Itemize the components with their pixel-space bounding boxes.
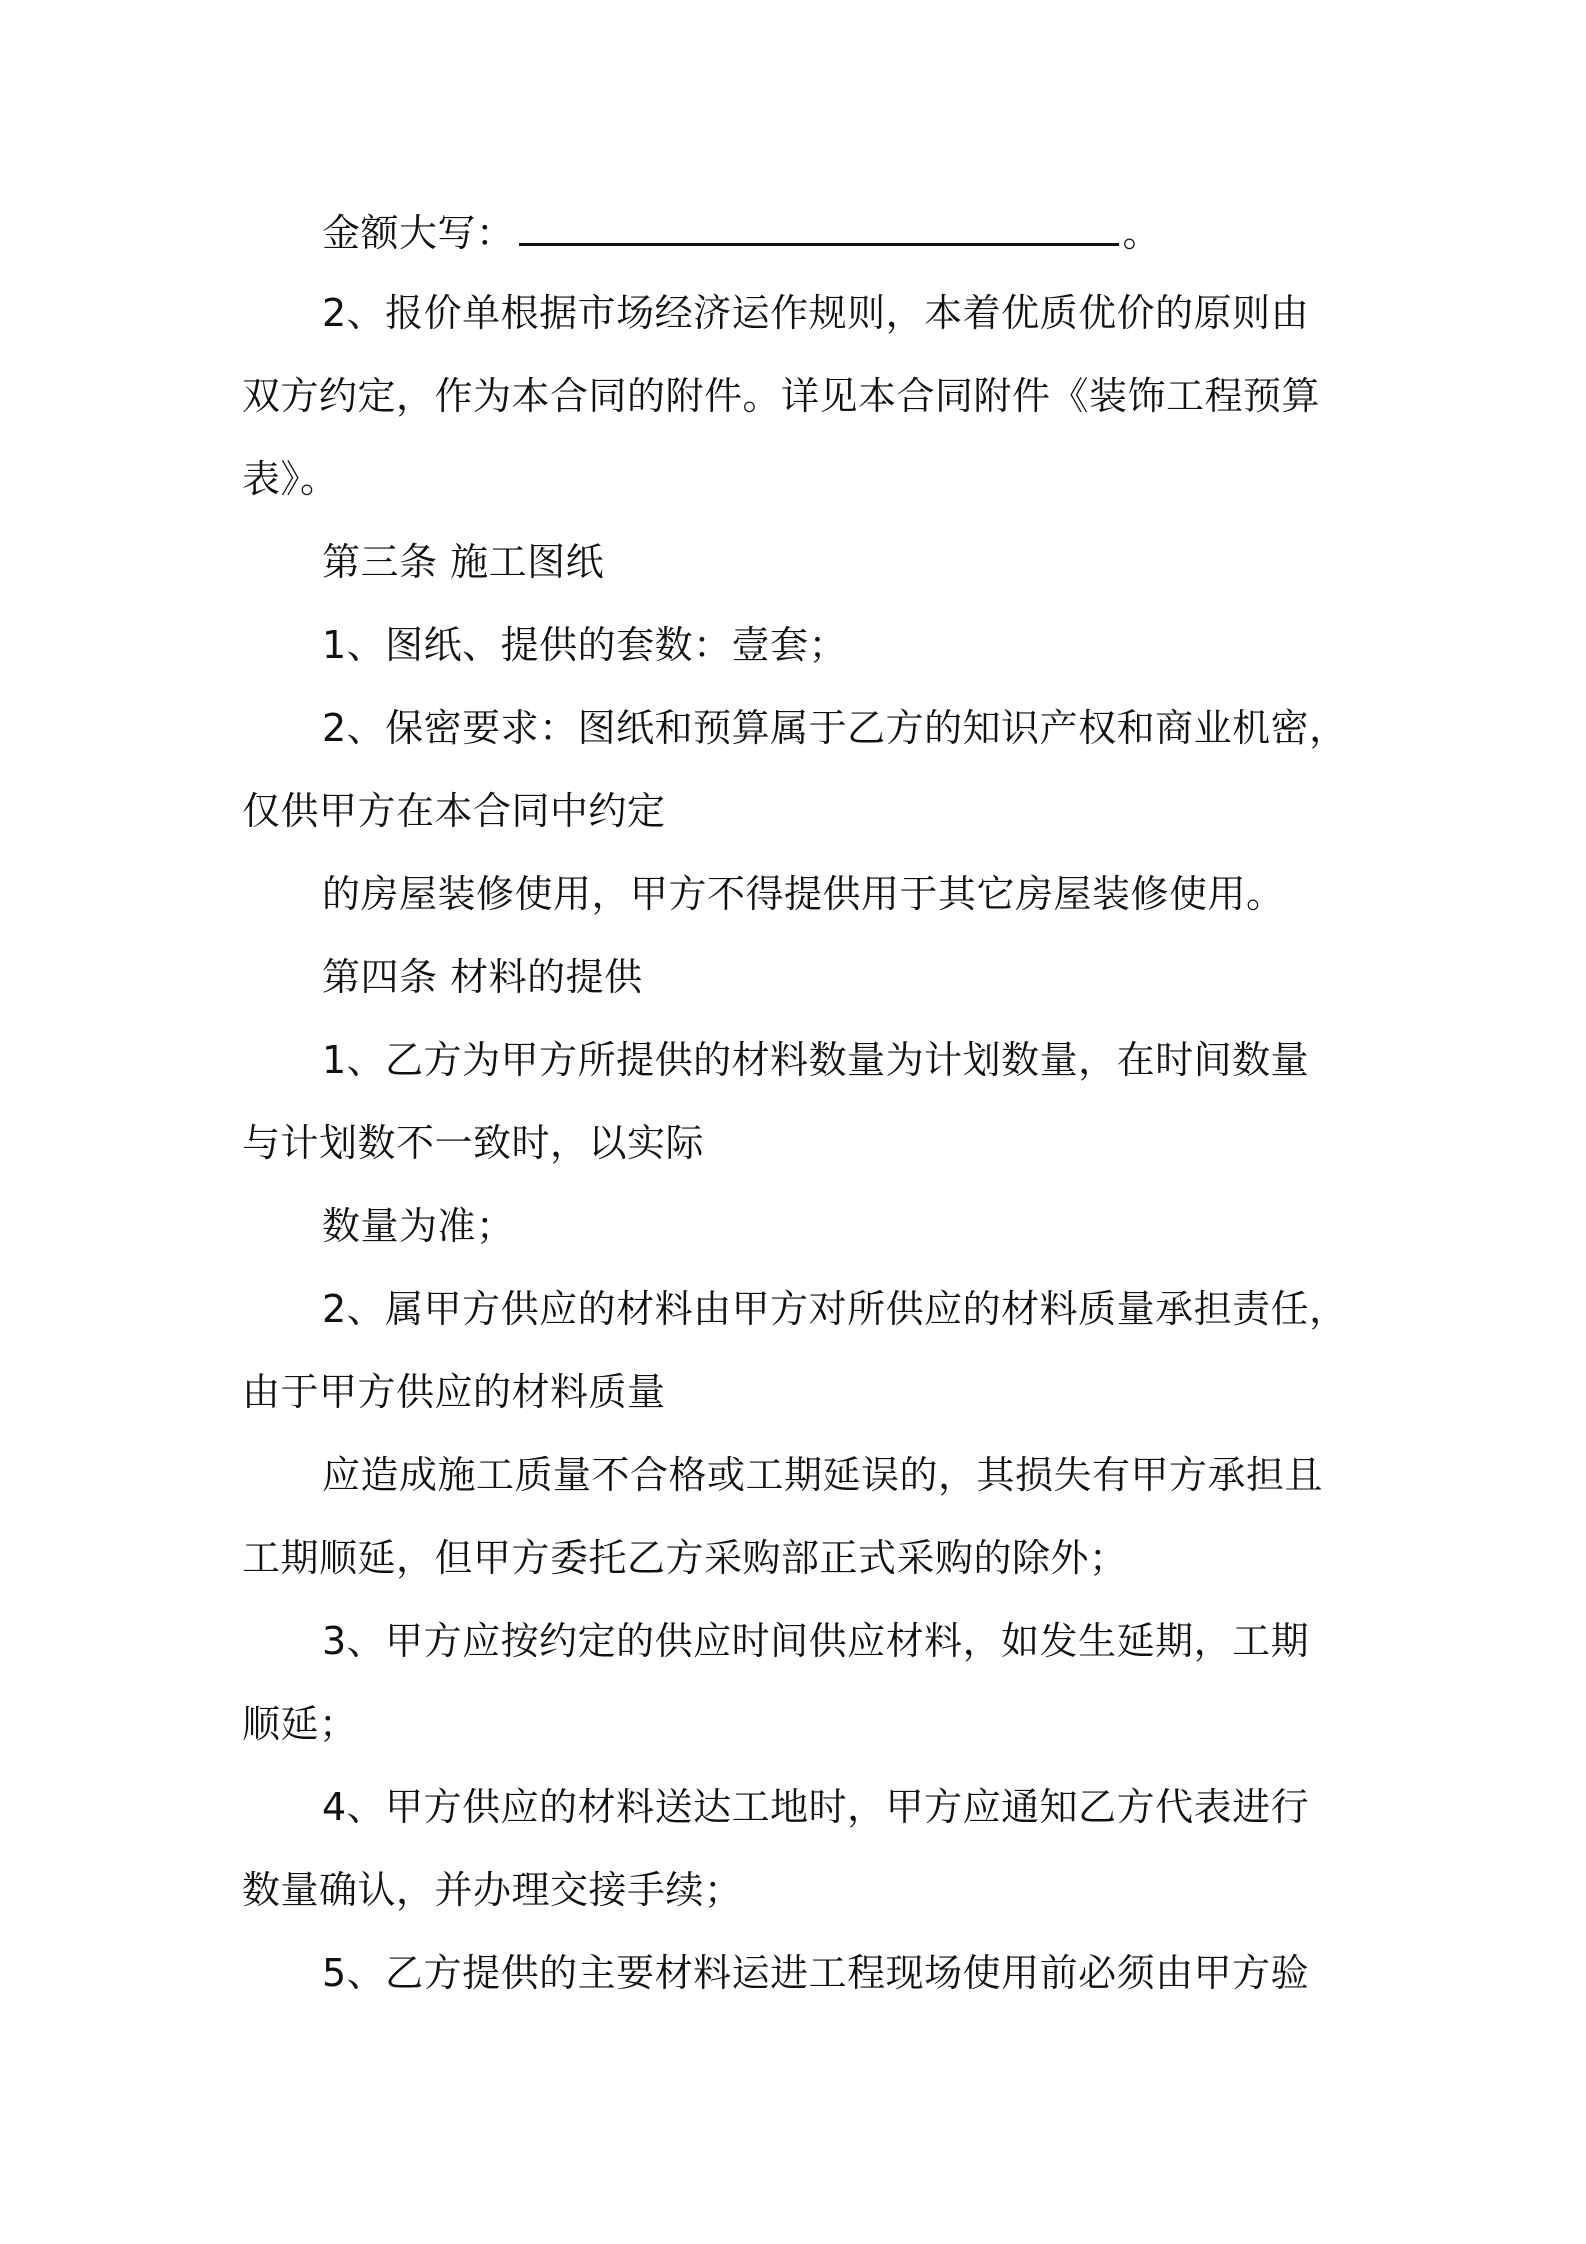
paragraph-line: 由于甲方供应的材料质量	[242, 1370, 666, 1414]
article-heading: 第四条 材料的提供	[322, 955, 643, 999]
paragraph-line: 1、图纸、提供的套数：壹套；	[322, 623, 848, 667]
paragraph-line: 与计划数不一致时，以实际	[242, 1121, 705, 1165]
paragraph-line: 表》。	[242, 457, 339, 501]
paragraph-line: 顺延；	[242, 1702, 358, 1746]
paragraph-line: 2、保密要求：图纸和预算属于乙方的知识产权和商业机密，	[322, 706, 1348, 750]
amount-in-words-blank	[519, 205, 1119, 246]
amount-in-words-line	[322, 205, 1161, 255]
paragraph-line: 2、属甲方供应的材料由甲方对所供应的材料质量承担责任，	[322, 1287, 1348, 1331]
paragraph-line: 5、乙方提供的主要材料运进工程现场使用前必须由甲方验	[322, 1951, 1310, 1995]
paragraph-line: 3、甲方应按约定的供应时间供应材料，如发生延期，工期	[322, 1619, 1310, 1663]
paragraph-line: 双方约定，作为本合同的附件。详见本合同附件《装饰工程预算	[242, 374, 1321, 418]
paragraph-line: 1、乙方为甲方所提供的材料数量为计划数量，在时间数量	[322, 1038, 1310, 1082]
paragraph-line: 4、甲方供应的材料送达工地时，甲方应通知乙方代表进行	[322, 1785, 1310, 1829]
paragraph-line: 仅供甲方在本合同中约定	[242, 789, 666, 833]
paragraph-line: 工期顺延，但甲方委托乙方采购部正式采购的除外；	[242, 1536, 1128, 1580]
article-heading: 第三条 施工图纸	[322, 540, 605, 584]
paragraph-line: 数量确认，并办理交接手续；	[242, 1868, 743, 1912]
paragraph-line: 应造成施工质量不合格或工期延误的，其损失有甲方承担且	[322, 1453, 1324, 1497]
amount-in-words-end: 。	[1122, 211, 1162, 255]
paragraph-line: 2、报价单根据市场经济运作规则，本着优质优价的原则由	[322, 291, 1310, 335]
paragraph-line: 数量为准；	[322, 1204, 515, 1248]
amount-in-words-label: 金额大写：	[322, 211, 515, 255]
paragraph-line: 的房屋装修使用，甲方不得提供用于其它房屋装修使用。	[322, 872, 1285, 916]
